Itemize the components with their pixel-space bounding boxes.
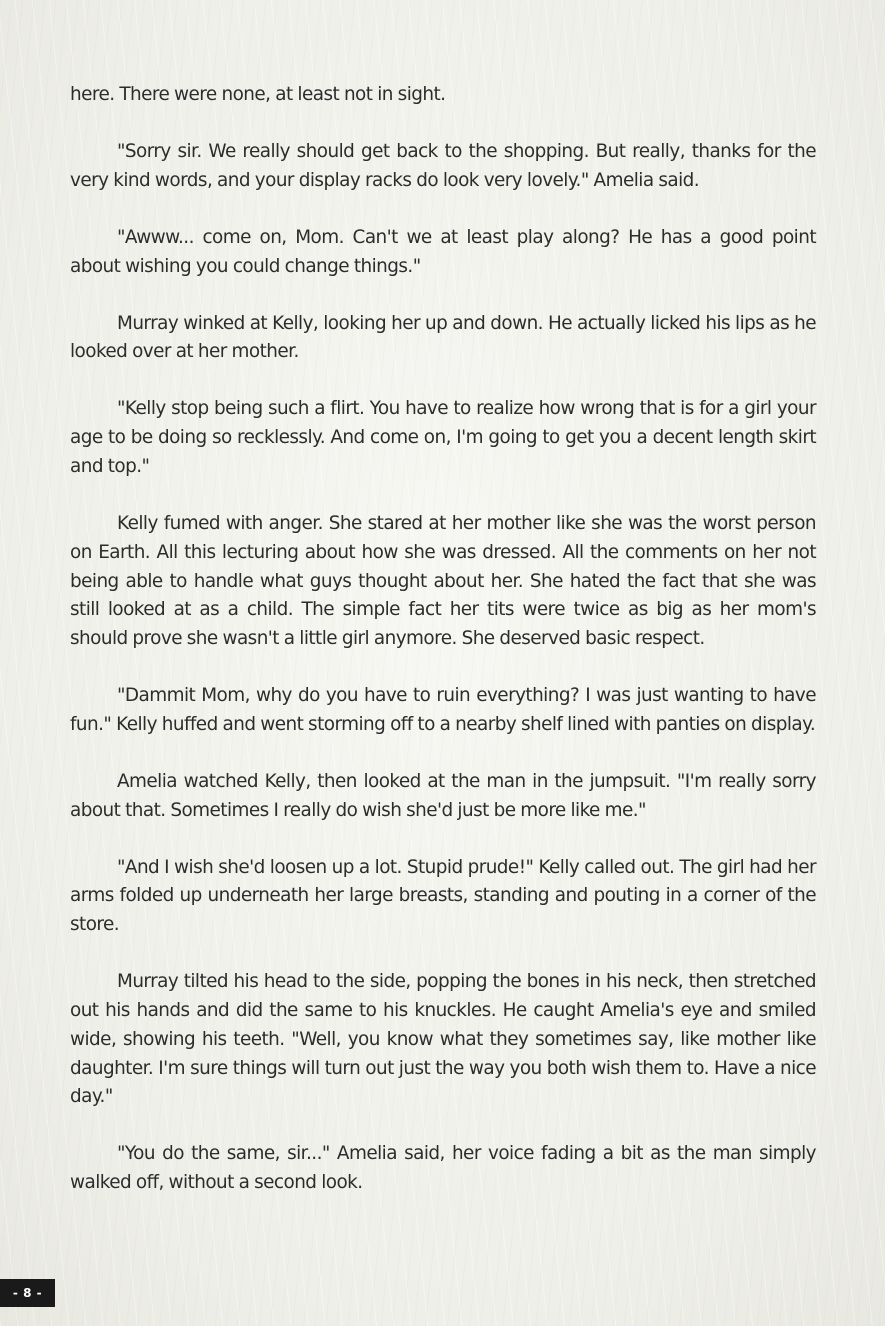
paragraph: "Kelly stop being such a flirt. You have to realize how wrong that is for a girl your age to be doing so recklessly. And come on, I'm going to get you a decent length skirt and top." bbox=[70, 398, 816, 477]
paragraph: "Awww... come on, Mom. Can't we at least play along? He has a good point about wishing you could change things." bbox=[70, 226, 816, 277]
page-number-badge: - 8 - bbox=[0, 1279, 55, 1307]
paragraph: "And I wish she'd loosen up a lot. Stupid prude!" Kelly called out. The girl had her arms folded up underneath her large breasts, standing and pouting in a corner of the store. bbox=[70, 856, 816, 936]
paragraph: Murray tilted his head to the side, popping the bones in his neck, then stretched out his hands and did the same to his knuckles. He caught Amelia's eye and smiled wide, showing his teeth. "Well, you know what they sometimes say, like mother like daughter. I'm sure things will turn out just the way you both wish them to. Have a nice day." bbox=[70, 971, 816, 1108]
paragraph: Kelly fumed with anger. She stared at her mother like she was the worst person on Earth. All this lecturing about how she was dressed. All the comments on her not being able to handle what guys thought about her. She hated the fact that she was still looked at as a child. The simple fact her tits were twice as big as her mom's should prove she wasn't a little girl anymore. She deserved basic respect. bbox=[70, 512, 816, 650]
paragraph: Murray winked at Kelly, looking her up and down. He actually licked his lips as he looked over at her mother. bbox=[70, 312, 816, 363]
paragraph: "Sorry sir. We really should get back to the shopping. But really, thanks for the very kind words, and your display racks do look very lovely." Amelia said. bbox=[70, 140, 816, 191]
paragraph: "Dammit Mom, why do you have to ruin everything? I was just wanting to have fun." Kelly huffed and went storming off to a nearby shelf lined with panties on display. bbox=[70, 685, 816, 735]
paragraph: Amelia watched Kelly, then looked at the man in the jumpsuit. "I'm really sorry about that. Sometimes I really do wish she'd just be more like me." bbox=[70, 770, 816, 821]
paragraph: "You do the same, sir..." Amelia said, her voice fading a bit as the man simply walked off, without a second look. bbox=[70, 1143, 816, 1194]
page-body-text bbox=[70, 81, 816, 1226]
paragraph: here. There were none, at least not in sight. bbox=[70, 84, 446, 105]
